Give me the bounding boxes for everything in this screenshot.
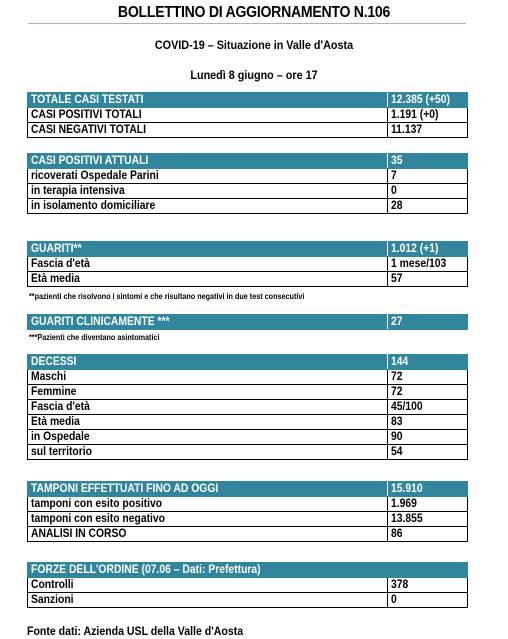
row-value: 7	[388, 169, 468, 184]
row-label: CASI NEGATIVI TOTALI	[28, 123, 388, 138]
guariti-footnote: **pazienti che risolvono i sintomi e che risultano negativi in due test consecutivi	[29, 291, 305, 301]
row-label: in Ospedale	[28, 430, 388, 445]
row-value: 54	[388, 445, 468, 460]
row-value: 1 mese/103	[388, 257, 468, 272]
row-label: ricoverati Ospedale Parini	[28, 169, 388, 184]
row-value: 0	[388, 593, 468, 608]
title-divider	[28, 23, 466, 24]
table-row	[28, 512, 468, 527]
table-row	[28, 593, 468, 608]
row-value: 28	[388, 199, 468, 214]
table-row	[28, 527, 468, 542]
row-label: in isolamento domiciliare	[28, 199, 388, 214]
row-label: Maschi	[28, 370, 388, 385]
table-header-row	[28, 315, 468, 330]
header-label: GUARITI CLINICAMENTE ***	[28, 315, 388, 330]
row-value: 1.191 (+0)	[388, 108, 468, 123]
table-header-row	[28, 242, 468, 257]
table-row	[28, 169, 468, 184]
bulletin-title: BOLLETTINO DI AGGIORNAMENTO N.106	[117, 4, 391, 21]
table-row	[28, 497, 468, 512]
header-label: TAMPONI EFFETTUATI FINO AD OGGI	[28, 482, 388, 497]
table-row	[28, 123, 468, 138]
table-header-row	[28, 563, 468, 578]
row-value: 72	[388, 385, 468, 400]
row-value: 13.855	[388, 512, 468, 527]
table-row	[28, 272, 468, 287]
header-value: 27	[388, 315, 468, 330]
table-header-row	[28, 482, 468, 497]
header-value: 15.910	[388, 482, 468, 497]
table-guariti	[27, 241, 468, 287]
table-row	[28, 184, 468, 199]
row-label: Età media	[28, 272, 388, 287]
row-value: 83	[388, 415, 468, 430]
table-row	[28, 445, 468, 460]
table-header-row	[28, 154, 468, 169]
table-decessi	[27, 354, 468, 460]
table-row	[28, 415, 468, 430]
header-label: TOTALE CASI TESTATI	[28, 93, 388, 108]
table-row	[28, 430, 468, 445]
row-value: 57	[388, 272, 468, 287]
row-value: 0	[388, 184, 468, 199]
header-label: DECESSI	[28, 355, 388, 370]
data-source: Fonte dati: Azienda USL della Valle d'Aosta	[27, 624, 244, 638]
header-label: CASI POSITIVI ATTUALI	[28, 154, 388, 169]
table-row	[28, 199, 468, 214]
table-guariti-clinicamente	[27, 314, 468, 330]
table-header-row	[28, 93, 468, 108]
table-tamponi	[27, 481, 468, 542]
row-value: 72	[388, 370, 468, 385]
table-row	[28, 257, 468, 272]
row-label: ANALISI IN CORSO	[28, 527, 388, 542]
header-value: 1.012 (+1)	[388, 242, 468, 257]
row-label: Sanzioni	[28, 593, 388, 608]
header-label: GUARITI**	[28, 242, 388, 257]
row-label: Controlli	[28, 578, 388, 593]
table-row	[28, 400, 468, 415]
header-value: 35	[388, 154, 468, 169]
row-label: Fascia d'età	[28, 400, 388, 415]
row-label: tamponi con esito positivo	[28, 497, 388, 512]
row-label: in terapia intensiva	[28, 184, 388, 199]
row-label: Fascia d'età	[28, 257, 388, 272]
bulletin-subtitle: COVID-19 – Situazione in Valle d'Aosta	[154, 38, 354, 52]
table-forze-ordine	[27, 562, 468, 608]
header-value: 12.385 (+50)	[388, 93, 468, 108]
row-value: 378	[388, 578, 468, 593]
row-value: 90	[388, 430, 468, 445]
row-label: sul territorio	[28, 445, 388, 460]
table-header-row	[28, 355, 468, 370]
row-value: 11.137	[388, 123, 468, 138]
guariti-clinicamente-footnote: ***Pazienti che diventano asintomatici	[29, 332, 160, 342]
table-positivi-attuali	[27, 153, 468, 214]
table-row	[28, 578, 468, 593]
row-value: 86	[388, 527, 468, 542]
table-row	[28, 385, 468, 400]
header-value	[388, 563, 468, 578]
row-value: 1.969	[388, 497, 468, 512]
header-value: 144	[388, 355, 468, 370]
header-label: FORZE DELL'ORDINE (07.06 – Dati: Prefettura)	[28, 563, 388, 578]
row-label: Femmine	[28, 385, 388, 400]
table-row	[28, 370, 468, 385]
bulletin-date: Lunedì 8 giugno – ore 17	[190, 68, 318, 82]
row-label: tamponi con esito negativo	[28, 512, 388, 527]
table-row	[28, 108, 468, 123]
row-label: Età media	[28, 415, 388, 430]
row-value: 45/100	[388, 400, 468, 415]
table-casi-testati	[27, 92, 468, 138]
row-label: CASI POSITIVI TOTALI	[28, 108, 388, 123]
